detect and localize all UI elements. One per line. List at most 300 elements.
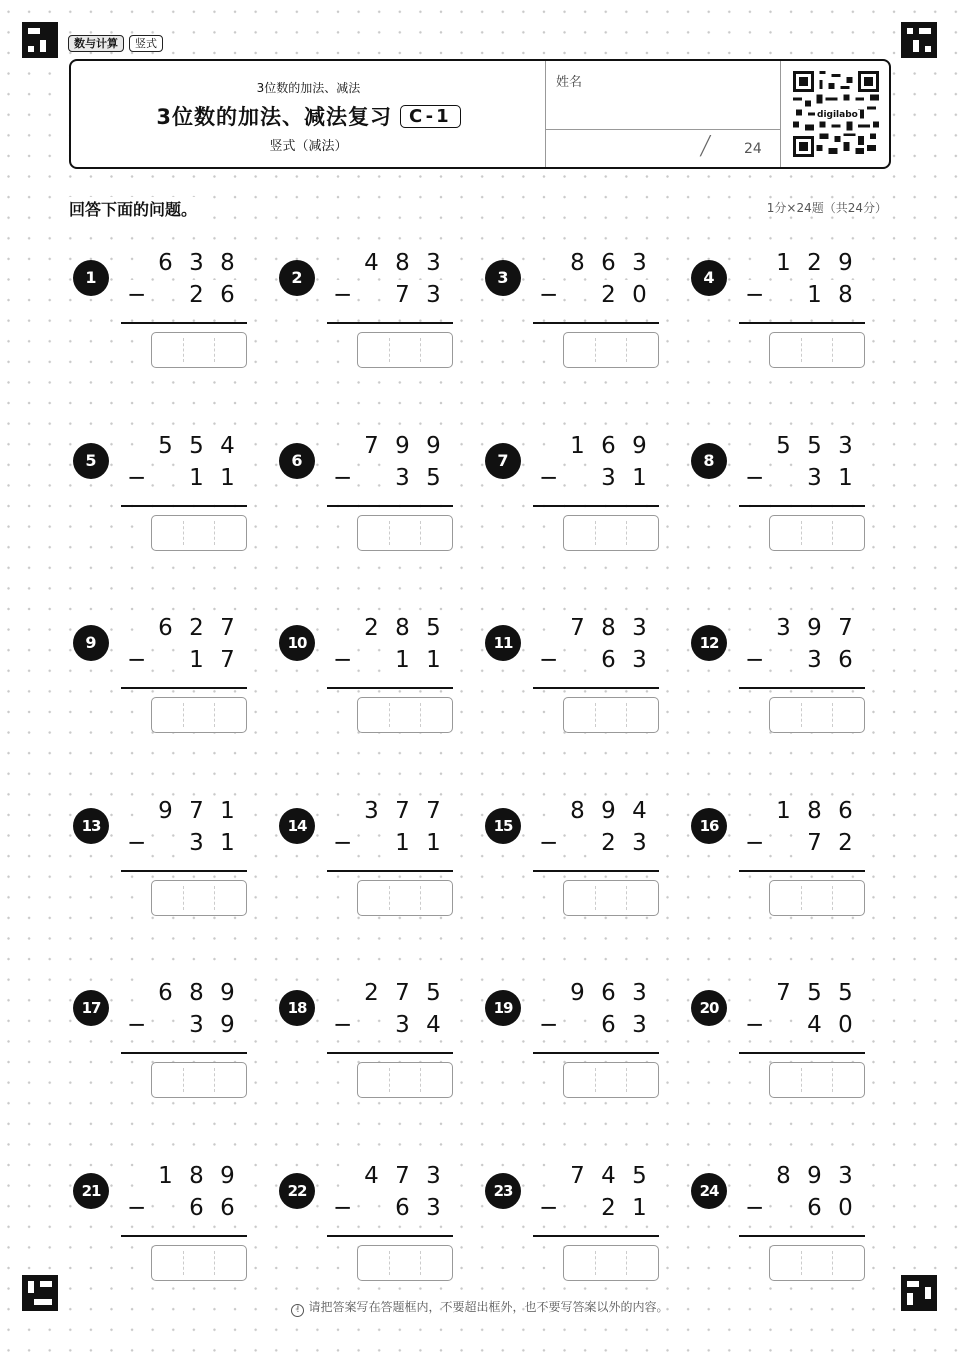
answer-box[interactable] <box>357 1245 453 1281</box>
subtrahend-digits <box>799 463 861 493</box>
sum-line <box>121 505 247 507</box>
minus-sign: − <box>745 830 765 856</box>
digit: 8 <box>593 613 624 643</box>
answer-box[interactable] <box>357 515 453 551</box>
problem-number-badge: 14 <box>279 808 315 844</box>
sum-line <box>533 870 659 872</box>
digit: 3 <box>624 828 655 858</box>
digit: 6 <box>593 431 624 461</box>
subtrahend-digits <box>387 1193 449 1223</box>
digit: 4 <box>593 1161 624 1191</box>
tag-subcategory: 竖式 <box>129 35 163 52</box>
minuend-row <box>121 978 247 1008</box>
minuend-digits <box>356 1161 449 1191</box>
qr-label: digilabo <box>817 110 858 120</box>
digit: 3 <box>387 463 418 493</box>
minuend-digits <box>768 796 861 826</box>
minuend-digits <box>150 248 243 278</box>
digit: 4 <box>212 431 243 461</box>
digit: 9 <box>150 796 181 826</box>
problem-number-badge: 9 <box>73 625 109 661</box>
digit: 6 <box>830 796 861 826</box>
problem-number-badge: 8 <box>691 443 727 479</box>
minuend-digits <box>356 613 449 643</box>
problem-number-badge: 23 <box>485 1173 521 1209</box>
subtrahend-row <box>533 280 659 310</box>
digit: 8 <box>387 613 418 643</box>
digit: 8 <box>562 248 593 278</box>
subtrahend-row <box>739 828 865 858</box>
digit: 3 <box>799 645 830 675</box>
digit: 5 <box>150 431 181 461</box>
problem-number-badge: 10 <box>279 625 315 661</box>
minuend-row <box>327 431 453 461</box>
minus-sign: − <box>539 282 559 308</box>
problem-18 <box>279 982 479 1092</box>
digit: 6 <box>212 280 243 310</box>
subtrahend-row <box>327 828 453 858</box>
digit: 7 <box>418 796 449 826</box>
worksheet-header <box>69 59 891 169</box>
minus-sign: − <box>127 647 147 673</box>
problem-number-badge: 17 <box>73 990 109 1026</box>
digit: 3 <box>624 645 655 675</box>
subtrahend-row <box>533 1010 659 1040</box>
minuend-digits <box>562 1161 655 1191</box>
digit: 5 <box>418 613 449 643</box>
digit: 3 <box>624 613 655 643</box>
minus-sign: − <box>745 1012 765 1038</box>
minuend-row <box>739 613 865 643</box>
minuend-digits <box>150 978 243 1008</box>
digit: 9 <box>562 978 593 1008</box>
subtrahend-row <box>327 463 453 493</box>
problem-6 <box>279 435 479 545</box>
digit: 3 <box>768 613 799 643</box>
sum-line <box>533 1052 659 1054</box>
digit: 2 <box>181 280 212 310</box>
subtrahend-row <box>739 463 865 493</box>
subtrahend-digits <box>181 280 243 310</box>
problem-number-badge: 24 <box>691 1173 727 1209</box>
page-title <box>71 101 546 131</box>
digit: 3 <box>799 463 830 493</box>
problem-number-badge: 1 <box>73 260 109 296</box>
problem-number-badge: 15 <box>485 808 521 844</box>
subtrahend-digits <box>799 1010 861 1040</box>
digit: 7 <box>799 828 830 858</box>
score-total: 24 <box>744 141 762 157</box>
minus-sign: − <box>333 830 353 856</box>
digit: 2 <box>356 978 387 1008</box>
digit: 9 <box>212 1161 243 1191</box>
digit: 6 <box>799 1193 830 1223</box>
digit: 7 <box>387 1161 418 1191</box>
digit: 3 <box>624 1010 655 1040</box>
digit: 6 <box>212 1193 243 1223</box>
digit: 1 <box>624 463 655 493</box>
problem-21 <box>73 1165 273 1275</box>
answer-box[interactable] <box>563 880 659 916</box>
minuend-row <box>739 978 865 1008</box>
digit: 5 <box>624 1161 655 1191</box>
digit: 6 <box>181 1193 212 1223</box>
subtrahend-row <box>327 645 453 675</box>
problem-17 <box>73 982 273 1092</box>
sum-line <box>327 1235 453 1237</box>
problem-7 <box>485 435 685 545</box>
minuend-digits <box>356 978 449 1008</box>
subtrahend-row <box>121 280 247 310</box>
answer-box[interactable] <box>357 1062 453 1098</box>
title-text: 3位数的加法、减法复习 <box>156 105 392 129</box>
problem-number-badge: 3 <box>485 260 521 296</box>
digit: 3 <box>418 280 449 310</box>
problem-number-badge: 18 <box>279 990 315 1026</box>
sum-line <box>739 505 865 507</box>
problem-2 <box>279 252 479 362</box>
answer-box[interactable] <box>357 332 453 368</box>
digit: 1 <box>387 645 418 675</box>
subtrahend-row <box>327 1193 453 1223</box>
minus-sign: − <box>745 465 765 491</box>
digit: 7 <box>830 613 861 643</box>
digit: 7 <box>768 978 799 1008</box>
subtrahend-row <box>121 828 247 858</box>
corner-marker-top-left <box>22 22 58 58</box>
answer-box[interactable] <box>563 332 659 368</box>
minuend-digits <box>562 978 655 1008</box>
digit: 1 <box>181 645 212 675</box>
subtrahend-digits <box>387 828 449 858</box>
answer-box[interactable] <box>769 697 865 733</box>
problem-11 <box>485 617 685 727</box>
answer-box[interactable] <box>769 332 865 368</box>
sum-line <box>533 687 659 689</box>
digit: 4 <box>799 1010 830 1040</box>
answer-box[interactable] <box>769 880 865 916</box>
sum-line <box>121 687 247 689</box>
minuend-digits <box>768 248 861 278</box>
minuend-row <box>121 1161 247 1191</box>
minuend-row <box>533 796 659 826</box>
answer-box[interactable] <box>357 697 453 733</box>
answer-box[interactable] <box>151 1245 247 1281</box>
subtrahend-row <box>327 280 453 310</box>
problem-number-badge: 7 <box>485 443 521 479</box>
digit: 1 <box>418 645 449 675</box>
digit: 3 <box>181 248 212 278</box>
name-field-label: 姓名 <box>556 75 583 90</box>
instruction-text: 回答下面的问题。 <box>69 197 201 220</box>
problem-number-badge: 21 <box>73 1173 109 1209</box>
digit: 6 <box>593 1010 624 1040</box>
subtrahend-digits <box>387 280 449 310</box>
digit: 5 <box>799 431 830 461</box>
minuend-row <box>327 1161 453 1191</box>
answer-box[interactable] <box>151 880 247 916</box>
problem-1 <box>73 252 273 362</box>
supertitle: 3位数的加法、减法 <box>256 81 361 95</box>
digit: 1 <box>418 828 449 858</box>
sum-line <box>121 1052 247 1054</box>
problem-number-badge: 6 <box>279 443 315 479</box>
digit: 4 <box>418 1010 449 1040</box>
digit: 3 <box>593 463 624 493</box>
sum-line <box>739 1052 865 1054</box>
minuend-row <box>739 248 865 278</box>
digit: 8 <box>212 248 243 278</box>
subtitle: 竖式（减法） <box>269 139 348 154</box>
problem-number-badge: 5 <box>73 443 109 479</box>
answer-box[interactable] <box>151 1062 247 1098</box>
corner-marker-top-right <box>901 22 937 58</box>
digit: 1 <box>768 248 799 278</box>
qr-divider <box>780 61 781 167</box>
problem-number-badge: 2 <box>279 260 315 296</box>
minus-sign: − <box>539 647 559 673</box>
digit: 9 <box>799 1161 830 1191</box>
minuend-row <box>739 796 865 826</box>
sum-line <box>533 1235 659 1237</box>
sum-line <box>533 505 659 507</box>
answer-box[interactable] <box>769 1062 865 1098</box>
digit: 1 <box>768 796 799 826</box>
sum-line <box>739 870 865 872</box>
subtrahend-row <box>121 1010 247 1040</box>
problem-16 <box>691 800 891 910</box>
sum-line <box>327 505 453 507</box>
minuend-row <box>533 248 659 278</box>
digit: 4 <box>356 248 387 278</box>
subtrahend-digits <box>387 645 449 675</box>
category-tags <box>68 35 163 52</box>
minus-sign: − <box>745 647 765 673</box>
digit: 7 <box>356 431 387 461</box>
answer-box[interactable] <box>769 515 865 551</box>
problem-number-badge: 13 <box>73 808 109 844</box>
sum-line <box>739 322 865 324</box>
digit: 3 <box>387 1010 418 1040</box>
minuend-digits <box>150 431 243 461</box>
digit: 7 <box>387 280 418 310</box>
digit: 8 <box>181 1161 212 1191</box>
minus-sign: − <box>127 830 147 856</box>
sum-line <box>121 1235 247 1237</box>
sum-line <box>327 322 453 324</box>
digit: 9 <box>624 431 655 461</box>
digit: 1 <box>624 1193 655 1223</box>
digit: 0 <box>624 280 655 310</box>
minuend-digits <box>562 796 655 826</box>
digit: 3 <box>418 1161 449 1191</box>
digit: 9 <box>212 978 243 1008</box>
answer-box[interactable] <box>563 515 659 551</box>
minus-sign: − <box>745 1195 765 1221</box>
subtrahend-row <box>739 645 865 675</box>
name-field-divider <box>546 129 780 130</box>
answer-box[interactable] <box>563 697 659 733</box>
digit: 1 <box>212 796 243 826</box>
subtrahend-digits <box>181 828 243 858</box>
answer-box[interactable] <box>151 515 247 551</box>
digit: 3 <box>624 248 655 278</box>
answer-box[interactable] <box>563 1245 659 1281</box>
digit: 8 <box>830 280 861 310</box>
digit: 5 <box>799 978 830 1008</box>
minus-sign: − <box>539 1195 559 1221</box>
footer-text: 请把答案写在答题框内，不要超出框外，也不要写答案以外的内容。 <box>308 1300 669 1314</box>
subtrahend-digits <box>387 1010 449 1040</box>
digit: 9 <box>418 431 449 461</box>
subtrahend-digits <box>593 280 655 310</box>
problem-number-badge: 19 <box>485 990 521 1026</box>
minuend-digits <box>562 431 655 461</box>
minuend-row <box>121 613 247 643</box>
digit: 6 <box>593 248 624 278</box>
digit: 9 <box>387 431 418 461</box>
minuend-row <box>327 248 453 278</box>
digit: 6 <box>593 978 624 1008</box>
answer-box[interactable] <box>357 880 453 916</box>
sum-line <box>121 322 247 324</box>
digit: 5 <box>768 431 799 461</box>
minuend-row <box>533 613 659 643</box>
minuend-digits <box>768 978 861 1008</box>
minus-sign: − <box>333 647 353 673</box>
digit: 7 <box>212 613 243 643</box>
answer-box[interactable] <box>151 332 247 368</box>
minuend-digits <box>768 613 861 643</box>
problem-14 <box>279 800 479 910</box>
digit: 5 <box>418 978 449 1008</box>
subtrahend-row <box>739 280 865 310</box>
digit: 1 <box>387 828 418 858</box>
worksheet-code: C-1 <box>400 105 461 128</box>
digit: 3 <box>356 796 387 826</box>
problem-9 <box>73 617 273 727</box>
problem-number-badge: 4 <box>691 260 727 296</box>
subtrahend-digits <box>593 645 655 675</box>
digit: 1 <box>150 1161 181 1191</box>
digit: 3 <box>830 431 861 461</box>
problem-10 <box>279 617 479 727</box>
digit: 8 <box>562 796 593 826</box>
problem-23 <box>485 1165 685 1275</box>
subtrahend-row <box>327 1010 453 1040</box>
problem-number-badge: 20 <box>691 990 727 1026</box>
minuend-row <box>533 431 659 461</box>
subtrahend-row <box>533 463 659 493</box>
subtrahend-digits <box>799 828 861 858</box>
minuend-row <box>327 978 453 1008</box>
subtrahend-row <box>533 645 659 675</box>
digit: 6 <box>593 645 624 675</box>
digit: 9 <box>212 1010 243 1040</box>
problem-3 <box>485 252 685 362</box>
digit: 6 <box>830 645 861 675</box>
problem-13 <box>73 800 273 910</box>
digit: 5 <box>830 978 861 1008</box>
minuend-row <box>327 613 453 643</box>
minuend-digits <box>150 613 243 643</box>
answer-box[interactable] <box>769 1245 865 1281</box>
digit: 1 <box>212 828 243 858</box>
problem-22 <box>279 1165 479 1275</box>
title-panel <box>71 61 546 167</box>
minuend-row <box>533 1161 659 1191</box>
minus-sign: − <box>539 1012 559 1038</box>
problem-24 <box>691 1165 891 1275</box>
digit: 7 <box>212 645 243 675</box>
minuend-row <box>533 978 659 1008</box>
minus-sign: − <box>127 282 147 308</box>
minuend-digits <box>768 431 861 461</box>
digit: 6 <box>150 978 181 1008</box>
scoring-info: 1分×24题（共24分） <box>764 199 887 216</box>
digit: 3 <box>181 828 212 858</box>
subtrahend-row <box>121 463 247 493</box>
digit: 7 <box>562 1161 593 1191</box>
subtrahend-digits <box>593 463 655 493</box>
subtrahend-row <box>739 1193 865 1223</box>
digit: 2 <box>593 1193 624 1223</box>
sum-line <box>533 322 659 324</box>
subtrahend-row <box>533 828 659 858</box>
minus-sign: − <box>333 1012 353 1038</box>
footer-note <box>0 1298 960 1317</box>
digit: 3 <box>418 248 449 278</box>
minus-sign: − <box>539 830 559 856</box>
digit: 8 <box>181 978 212 1008</box>
problem-number-badge: 12 <box>691 625 727 661</box>
digit: 9 <box>799 613 830 643</box>
problem-number-badge: 16 <box>691 808 727 844</box>
answer-box[interactable] <box>151 697 247 733</box>
problem-20 <box>691 982 891 1092</box>
digit: 1 <box>799 280 830 310</box>
problem-19 <box>485 982 685 1092</box>
subtrahend-digits <box>593 1193 655 1223</box>
digit: 5 <box>418 463 449 493</box>
digit: 7 <box>181 796 212 826</box>
digit: 4 <box>624 796 655 826</box>
minus-sign: − <box>333 282 353 308</box>
minuend-row <box>739 1161 865 1191</box>
minuend-digits <box>356 431 449 461</box>
digit: 2 <box>830 828 861 858</box>
digit: 2 <box>593 828 624 858</box>
digit: 1 <box>181 463 212 493</box>
tag-category: 数与计算 <box>68 35 124 52</box>
minus-sign: − <box>333 1195 353 1221</box>
minus-sign: − <box>127 1195 147 1221</box>
subtrahend-digits <box>181 463 243 493</box>
problem-15 <box>485 800 685 910</box>
sum-line <box>121 870 247 872</box>
problem-5 <box>73 435 273 545</box>
answer-box[interactable] <box>563 1062 659 1098</box>
digit: 2 <box>181 613 212 643</box>
minuend-row <box>121 796 247 826</box>
subtrahend-digits <box>593 828 655 858</box>
score-slash: / <box>698 131 713 161</box>
problem-12 <box>691 617 891 727</box>
digit: 3 <box>830 1161 861 1191</box>
minuend-digits <box>150 796 243 826</box>
digit: 8 <box>387 248 418 278</box>
minus-sign: − <box>127 465 147 491</box>
